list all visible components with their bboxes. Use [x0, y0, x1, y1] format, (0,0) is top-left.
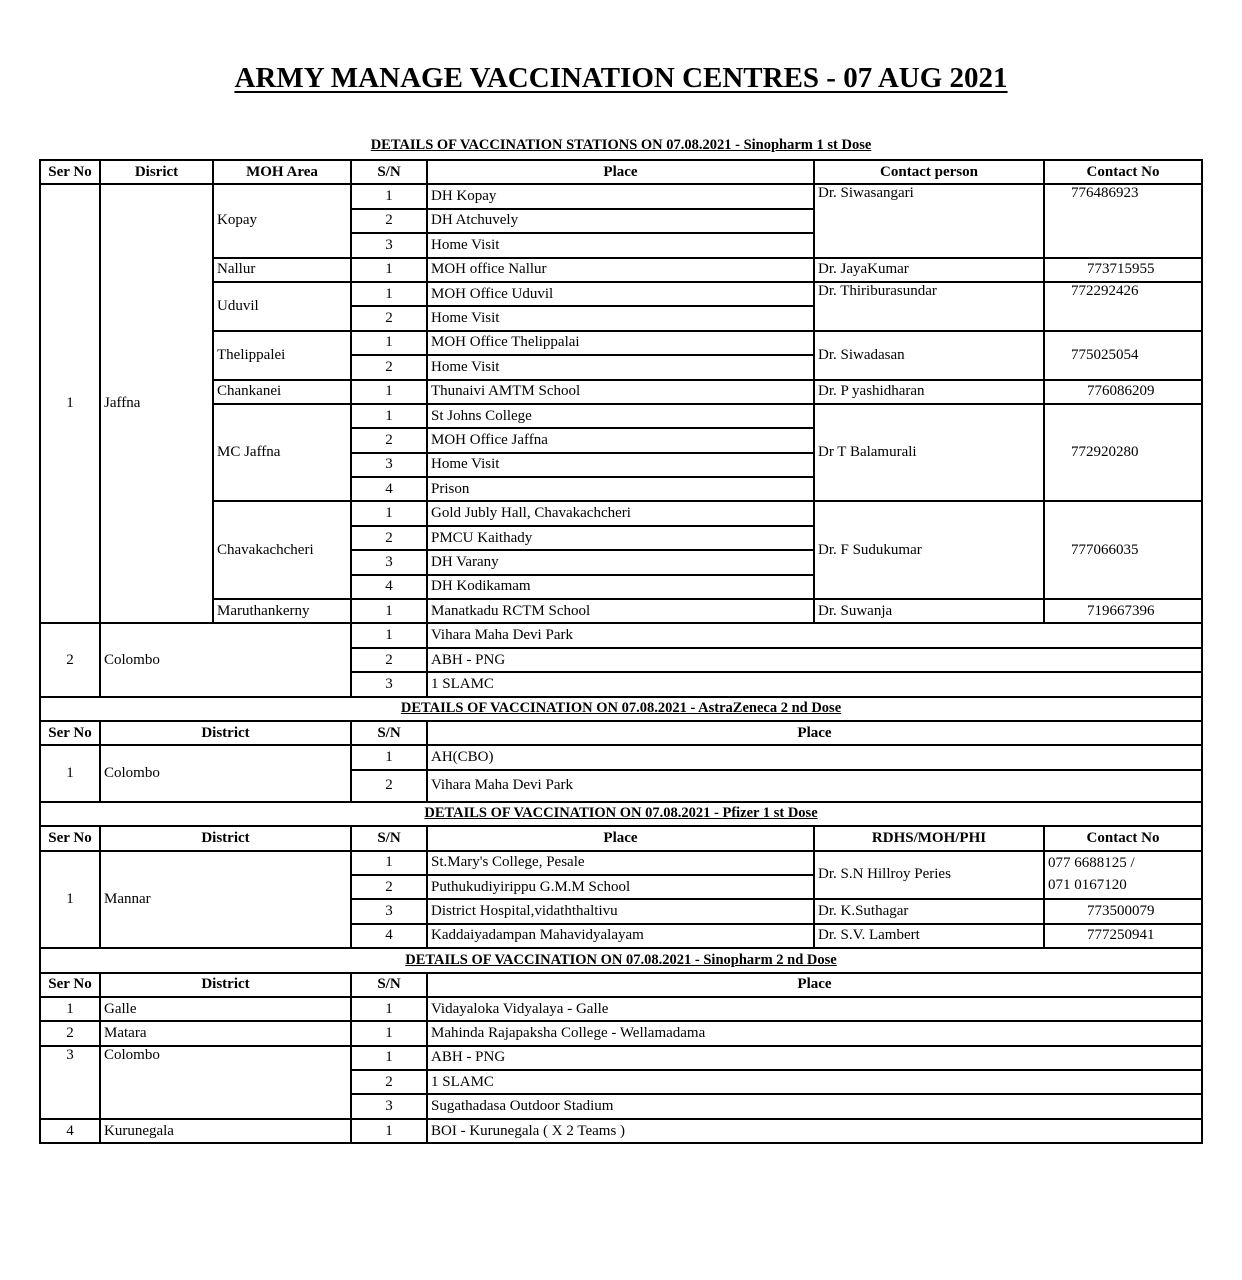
place-cell: Kaddaiyadampan Mahavidyalayam — [427, 924, 814, 948]
sn-cell: 3 — [351, 672, 427, 696]
section1-heading: DETAILS OF VACCINATION STATIONS ON 07.08.2021 - Sinopharm 1 st Dose — [370, 137, 872, 153]
header-cell: S/N — [351, 721, 427, 745]
contact-person-cell: Dr. JayaKumar — [814, 258, 1044, 282]
ser-no-cell: 1 — [40, 745, 100, 801]
table-row — [40, 331, 1202, 355]
contact-no-line: 077 6688125 / — [1048, 854, 1135, 871]
district-cell: Matara — [100, 1021, 351, 1045]
place-cell: DH Atchuvely — [427, 209, 814, 233]
sn-cell: 1 — [351, 184, 427, 208]
sn-cell: 3 — [351, 550, 427, 574]
header-cell: MOH Area — [213, 160, 351, 184]
sn-cell: 2 — [351, 648, 427, 672]
header-cell: S/N — [351, 826, 427, 850]
contact-person-cell: Dr. Thiriburasundar — [814, 282, 1044, 331]
place-cell: District Hospital,vidaththaltivu — [427, 899, 814, 923]
place-cell: Gold Jubly Hall, Chavakachcheri — [427, 501, 814, 525]
sn-cell: 1 — [351, 851, 427, 875]
moh-area-cell: Uduvil — [213, 282, 351, 331]
place-cell: Manatkadu RCTM School — [427, 599, 814, 623]
district-cell: Colombo — [100, 623, 351, 696]
table-row — [40, 184, 1202, 208]
header-cell: Place — [427, 973, 1202, 997]
sn-cell: 3 — [351, 899, 427, 923]
header-cell: Place — [427, 826, 814, 850]
place-cell: AH(CBO) — [427, 745, 1202, 769]
place-cell: Vidayaloka Vidyalaya - Galle — [427, 997, 1202, 1021]
district-cell: Mannar — [100, 851, 351, 949]
header-cell: Ser No — [40, 721, 100, 745]
contact-no-cell: 719667396 — [1044, 599, 1202, 623]
moh-area-cell: MC Jaffna — [213, 404, 351, 502]
moh-area-cell: Nallur — [213, 258, 351, 282]
sn-cell: 1 — [351, 1046, 427, 1070]
place-cell: Home Visit — [427, 306, 814, 330]
header-cell: S/N — [351, 160, 427, 184]
ser-no-cell: 2 — [40, 1021, 100, 1045]
place-cell: Thunaivi AMTM School — [427, 380, 814, 404]
table-row — [40, 623, 1202, 647]
sn-cell: 4 — [351, 477, 427, 501]
sn-cell: 2 — [351, 428, 427, 452]
section3-heading: DETAILS OF VACCINATION ON 07.08.2021 - Pfizer 1 st Dose — [40, 802, 1202, 826]
contact-person-cell: Dr. K.Suthagar — [814, 899, 1044, 923]
district-cell: Colombo — [100, 1046, 351, 1119]
contact-no-cell: 776086209 — [1044, 380, 1202, 404]
contact-no-cell — [1044, 851, 1202, 900]
contact-person-cell: Dr. S.V. Lambert — [814, 924, 1044, 948]
table-row — [40, 997, 1202, 1021]
header-cell: Ser No — [40, 160, 100, 184]
section-heading-row — [40, 802, 1202, 826]
contact-person-cell: Dr. Siwadasan — [814, 331, 1044, 380]
sn-cell: 2 — [351, 209, 427, 233]
contact-no-cell: 773500079 — [1044, 899, 1202, 923]
table-header-row — [40, 826, 1202, 850]
place-cell: Prison — [427, 477, 814, 501]
section4-heading: DETAILS OF VACCINATION ON 07.08.2021 - Sinopharm 2 nd Dose — [40, 948, 1202, 972]
sn-cell: 1 — [351, 331, 427, 355]
ser-no-cell: 2 — [40, 623, 100, 696]
place-cell: BOI - Kurunegala ( X 2 Teams ) — [427, 1119, 1202, 1143]
place-cell: St Johns College — [427, 404, 814, 428]
sn-cell: 4 — [351, 575, 427, 599]
header-cell: Ser No — [40, 973, 100, 997]
place-cell: Puthukudiyirippu G.M.M School — [427, 875, 814, 899]
table-header-row — [40, 973, 1202, 997]
sn-cell: 3 — [351, 1094, 427, 1118]
contact-no-cell: 772292426 — [1044, 282, 1202, 331]
header-cell: Contact No — [1044, 826, 1202, 850]
table-row — [40, 1046, 1202, 1070]
table-row — [40, 599, 1202, 623]
contact-no-cell: 777250941 — [1044, 924, 1202, 948]
header-cell: RDHS/MOH/PHI — [814, 826, 1044, 850]
place-cell: St.Mary's College, Pesale — [427, 851, 814, 875]
contact-no-cell: 772920280 — [1044, 404, 1202, 502]
header-cell: Disrict — [100, 160, 213, 184]
place-cell: 1 SLAMC — [427, 672, 1202, 696]
district-cell: Colombo — [100, 745, 351, 801]
place-cell: Home Visit — [427, 233, 814, 257]
header-cell: District — [100, 826, 351, 850]
place-cell: Home Visit — [427, 355, 814, 379]
table-row — [40, 501, 1202, 525]
contact-no-line: 071 0167120 — [1048, 876, 1127, 893]
sn-cell: 3 — [351, 453, 427, 477]
moh-area-cell: Maruthankerny — [213, 599, 351, 623]
header-cell: District — [100, 973, 351, 997]
sn-cell: 1 — [351, 745, 427, 769]
table-row — [40, 282, 1202, 306]
ser-no-cell: 4 — [40, 1119, 100, 1143]
sn-cell: 1 — [351, 380, 427, 404]
district-cell: Jaffna — [100, 184, 213, 623]
place-cell: MOH Office Thelippalai — [427, 331, 814, 355]
contact-no-cell: 775025054 — [1044, 331, 1202, 380]
ser-no-cell: 1 — [40, 184, 100, 623]
vaccination-table — [39, 159, 1203, 1144]
place-cell: MOH Office Jaffna — [427, 428, 814, 452]
header-cell: District — [100, 721, 351, 745]
header-cell: S/N — [351, 973, 427, 997]
table-row — [40, 745, 1202, 769]
sn-cell: 1 — [351, 404, 427, 428]
header-cell: Contact No — [1044, 160, 1202, 184]
table-row — [40, 380, 1202, 404]
contact-no-cell: 773715955 — [1044, 258, 1202, 282]
table-header-row — [40, 721, 1202, 745]
contact-person-cell: Dr. S.N Hillroy Peries — [814, 851, 1044, 900]
section-heading-row — [40, 697, 1202, 721]
header-cell: Ser No — [40, 826, 100, 850]
sn-cell: 1 — [351, 623, 427, 647]
sn-cell: 1 — [351, 599, 427, 623]
table-row — [40, 851, 1202, 875]
place-cell: Mahinda Rajapaksha College - Wellamadama — [427, 1021, 1202, 1045]
table-row — [40, 258, 1202, 282]
header-cell: Place — [427, 721, 1202, 745]
sn-cell: 2 — [351, 770, 427, 802]
district-cell: Kurunegala — [100, 1119, 351, 1143]
moh-area-cell: Chankanei — [213, 380, 351, 404]
place-cell: MOH office Nallur — [427, 258, 814, 282]
table-header-row — [40, 160, 1202, 184]
sn-cell: 4 — [351, 924, 427, 948]
sn-cell: 1 — [351, 258, 427, 282]
sn-cell: 3 — [351, 233, 427, 257]
sn-cell: 2 — [351, 526, 427, 550]
section2-heading: DETAILS OF VACCINATION ON 07.08.2021 - AstraZeneca 2 nd Dose — [40, 697, 1202, 721]
place-cell: Home Visit — [427, 453, 814, 477]
header-cell: Contact person — [814, 160, 1044, 184]
sn-cell: 1 — [351, 501, 427, 525]
table-row — [40, 1021, 1202, 1045]
contact-person-cell: Dr. Siwasangari — [814, 184, 1044, 257]
section-heading-row — [40, 948, 1202, 972]
table-row — [40, 1119, 1202, 1143]
place-cell: ABH - PNG — [427, 1046, 1202, 1070]
place-cell: 1 SLAMC — [427, 1070, 1202, 1094]
sn-cell: 2 — [351, 875, 427, 899]
ser-no-cell: 1 — [40, 997, 100, 1021]
sn-cell: 2 — [351, 1070, 427, 1094]
place-cell: Vihara Maha Devi Park — [427, 623, 1202, 647]
moh-area-cell: Chavakachcheri — [213, 501, 351, 599]
page-title: ARMY MANAGE VACCINATION CENTRES - 07 AUG 2021 — [234, 62, 1008, 94]
contact-no-cell: 776486923 — [1044, 184, 1202, 257]
district-cell: Galle — [100, 997, 351, 1021]
contact-person-cell: Dr. Suwanja — [814, 599, 1044, 623]
place-cell: DH Kopay — [427, 184, 814, 208]
place-cell: Sugathadasa Outdoor Stadium — [427, 1094, 1202, 1118]
header-cell: Place — [427, 160, 814, 184]
place-cell: PMCU Kaithady — [427, 526, 814, 550]
ser-no-cell: 1 — [40, 851, 100, 949]
contact-person-cell: Dr T Balamurali — [814, 404, 1044, 502]
contact-person-cell: Dr. P yashidharan — [814, 380, 1044, 404]
place-cell: DH Kodikamam — [427, 575, 814, 599]
place-cell: Vihara Maha Devi Park — [427, 770, 1202, 802]
sn-cell: 1 — [351, 1119, 427, 1143]
sn-cell: 1 — [351, 1021, 427, 1045]
sn-cell: 2 — [351, 306, 427, 330]
place-cell: MOH Office Uduvil — [427, 282, 814, 306]
moh-area-cell: Thelippalei — [213, 331, 351, 380]
moh-area-cell: Kopay — [213, 184, 351, 257]
sn-cell: 2 — [351, 355, 427, 379]
sn-cell: 1 — [351, 282, 427, 306]
place-cell: DH Varany — [427, 550, 814, 574]
table-row — [40, 404, 1202, 428]
sn-cell: 1 — [351, 997, 427, 1021]
place-cell: ABH - PNG — [427, 648, 1202, 672]
contact-person-cell: Dr. F Sudukumar — [814, 501, 1044, 599]
contact-no-cell: 777066035 — [1044, 501, 1202, 599]
ser-no-cell: 3 — [40, 1046, 100, 1119]
